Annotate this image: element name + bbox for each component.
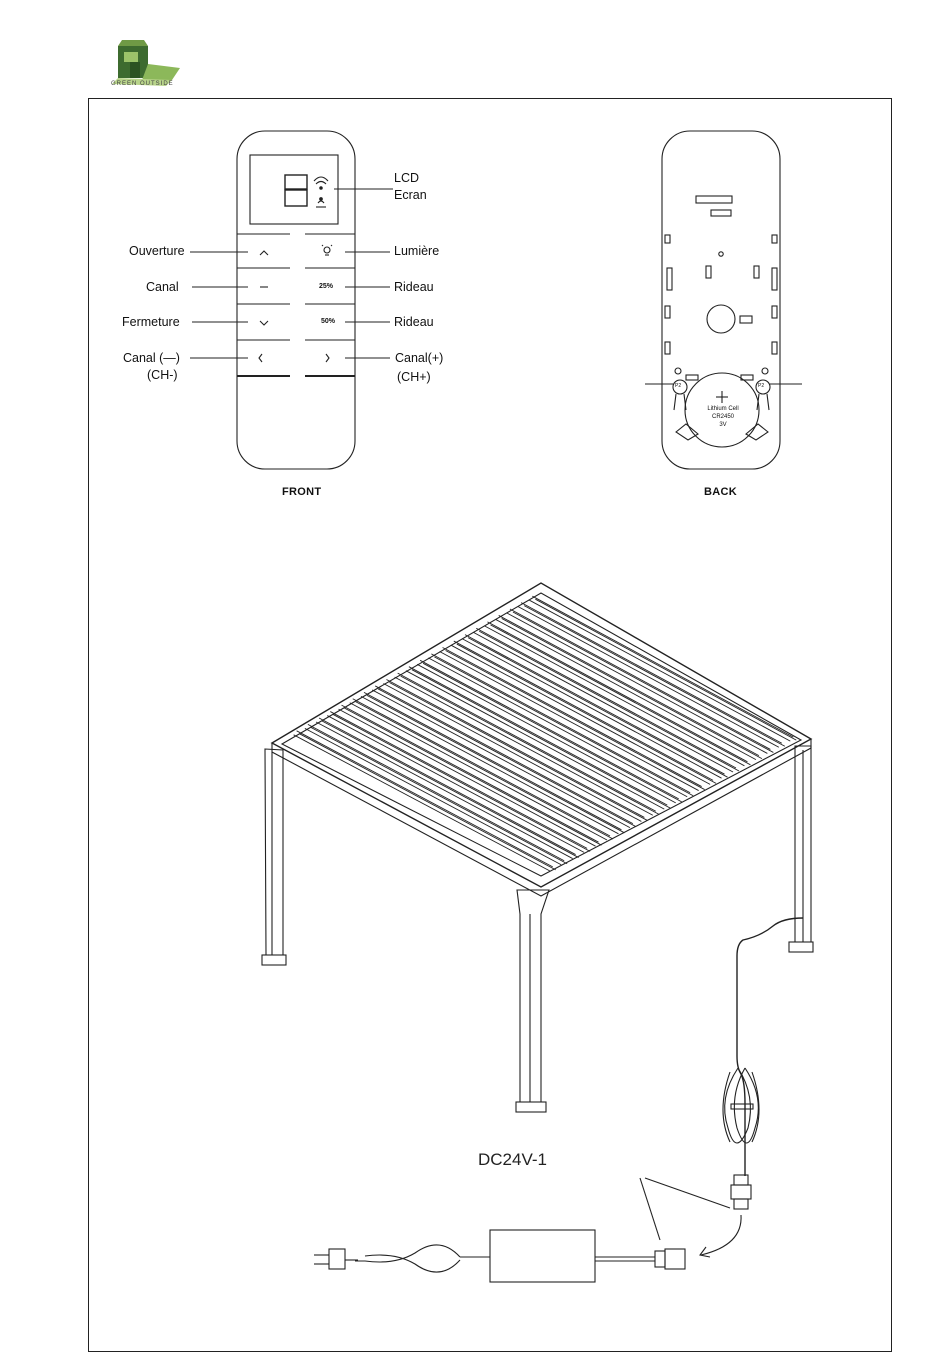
back-caption: BACK [704, 486, 737, 498]
button-50-percent: 50% [321, 318, 336, 325]
battery-line1: Lithium Cell [707, 406, 739, 412]
canal-minus-label: Canal (—) [123, 351, 180, 365]
lumiere-label: Lumière [394, 244, 440, 258]
ecran-label: Ecran [394, 188, 427, 202]
ch-plus-label: (CH+) [397, 370, 431, 384]
lcd-label: LCD [394, 171, 420, 185]
rideau-50-label: Rideau [394, 315, 434, 329]
logo-text: GREEN OUTSIDE [111, 81, 174, 87]
button-25-percent: 25% [319, 283, 334, 290]
ouverture-label: Ouverture [129, 244, 185, 258]
rideau-25-label: Rideau [394, 280, 434, 294]
fermeture-label: Fermeture [122, 315, 180, 329]
battery-line2: CR2450 [711, 414, 734, 420]
louvers [294, 596, 797, 871]
battery-line3: 3V [719, 422, 727, 428]
canal-label: Canal [146, 280, 179, 294]
screw-right-label: P2 [758, 383, 765, 389]
model-label: DC24V-1 [478, 1150, 547, 1169]
ch-minus-label: (CH-) [147, 368, 178, 382]
front-caption: FRONT [282, 486, 322, 498]
power-adapter [490, 1230, 595, 1282]
canal-plus-label: Canal(+) [395, 351, 444, 365]
screw-left-label: P2 [675, 383, 682, 389]
